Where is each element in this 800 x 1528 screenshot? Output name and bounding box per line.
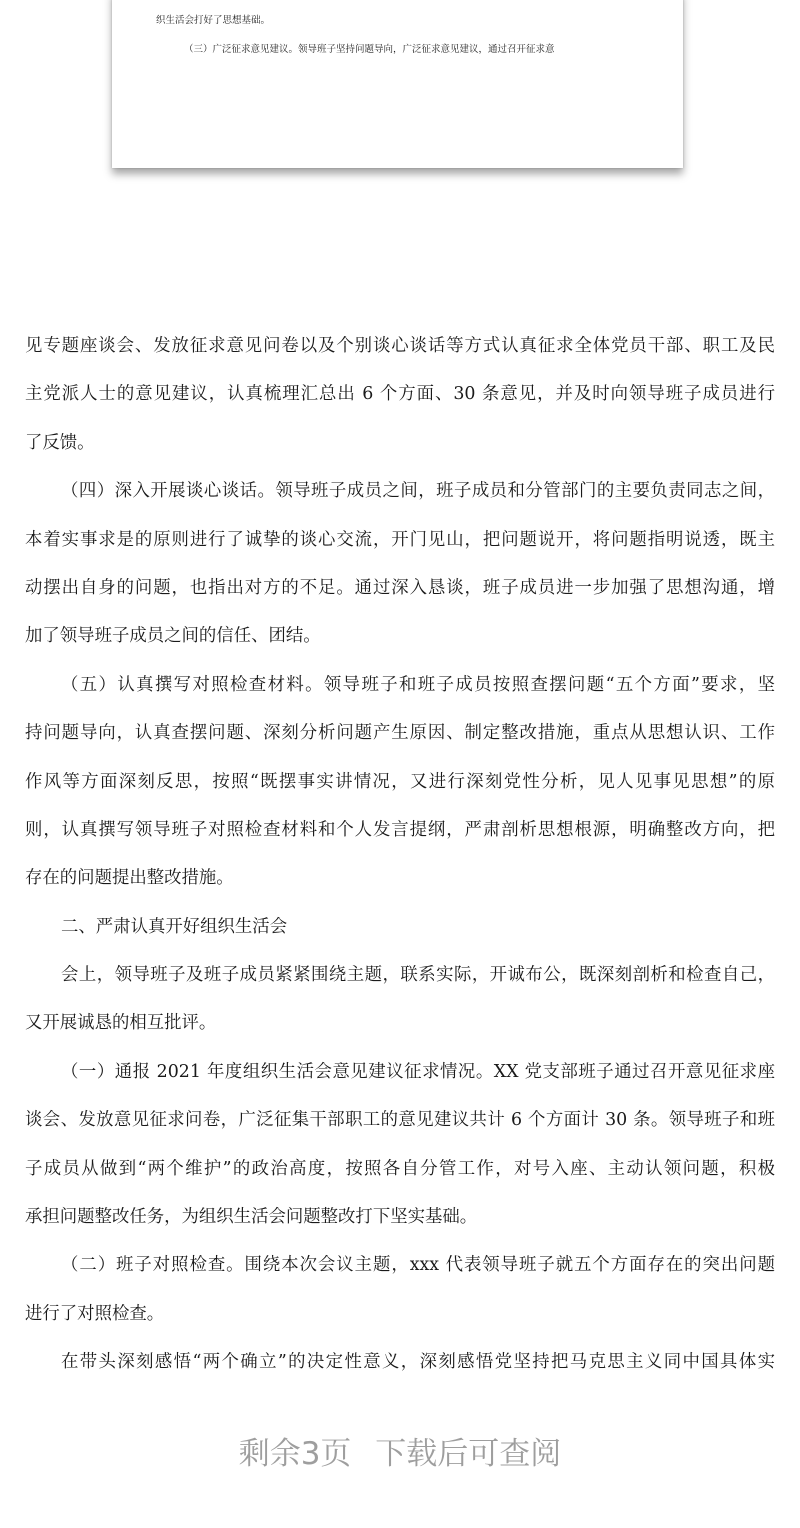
text-line: （四）深入开展谈心谈话。领导班子成员之间，班子成员和分管部门的主要负责同志之间，	[61, 481, 775, 502]
text-line: 则，认真撰写领导班子对照检查材料和个人发言提纲，严肃剖析思想根源，明确整改方向，把	[25, 819, 775, 840]
text-line: 子成员从做到“两个维护”的政治高度，按照各自分管工作，对号入座、主动认领问题，积极	[25, 1158, 775, 1179]
previous-page-preview	[112, 0, 683, 168]
text-line: （二）班子对照检查。围绕本次会议主题，xxx 代表领导班子就五个方面存在的突出问题	[61, 1255, 775, 1276]
text-line: 主党派人士的意见建议，认真梳理汇总出 6 个方面、30 条意见，并及时向领导班子成员进行	[25, 384, 775, 405]
text-line: （五）认真撰写对照检查材料。领导班子和班子成员按照查摆问题“五个方面”要求，坚	[61, 674, 775, 695]
text-line: 在带头深刻感悟“两个确立”的决定性意义，深刻感悟党坚持把马克思主义同中国具体实	[61, 1352, 775, 1373]
text-line: 会上，领导班子及班子成员紧紧围绕主题，联系实际，开诚布公，既深刻剖析和检查自己，	[61, 965, 775, 986]
preview-line: （三）广泛征求意见建议。领导班子坚持问题导向，广泛征求意见建议，通过召开征求意	[184, 44, 555, 55]
text-line: 作风等方面深刻反思，按照“既摆事实讲情况，又进行深刻党性分析，见人见事见思想”的原	[25, 771, 775, 792]
text-line: 动摆出自身的问题，也指出对方的不足。通过深入恳谈，班子成员进一步加强了思想沟通，增	[25, 577, 775, 598]
section-heading: 二、严肃认真开好组织生活会	[61, 916, 288, 937]
text-line: 存在的问题提出整改措施。	[25, 868, 234, 889]
document-body	[25, 322, 775, 1387]
text-line: 持问题导向，认真查摆问题、深刻分析问题产生原因、制定整改措施，重点从思想认识、工作	[25, 723, 775, 744]
text-line: 加了领导班子成员之间的信任、团结。	[25, 626, 321, 647]
text-line: 见专题座谈会、发放征求意见问卷以及个别谈心谈话等方式认真征求全体党员干部、职工及民	[25, 336, 775, 356]
text-line: 又开展诚恳的相互批评。	[25, 1013, 217, 1034]
text-line: 承担问题整改任务，为组织生活会问题整改打下坚实基础。	[25, 1207, 478, 1228]
text-line: 了反馈。	[25, 432, 95, 453]
text-line: 谈会、发放意见征求问卷，广泛征集干部职工的意见建议共计 6 个方面计 30 条。领导班子和班	[25, 1110, 775, 1131]
remaining-pages-download-prompt[interactable]: 剩余3页 下载后可查阅	[238, 1436, 562, 1472]
preview-line: 织生活会打好了思想基础。	[156, 15, 271, 26]
text-line: 本着实事求是的原则进行了诚挚的谈心交流，开门见山，把问题说开，将问题指明说透，既主	[25, 529, 775, 550]
text-line: 进行了对照检查。	[25, 1303, 165, 1324]
text-line: （一）通报 2021 年度组织生活会意见建议征求情况。XX 党支部班子通过召开意见征求座	[61, 1061, 775, 1082]
